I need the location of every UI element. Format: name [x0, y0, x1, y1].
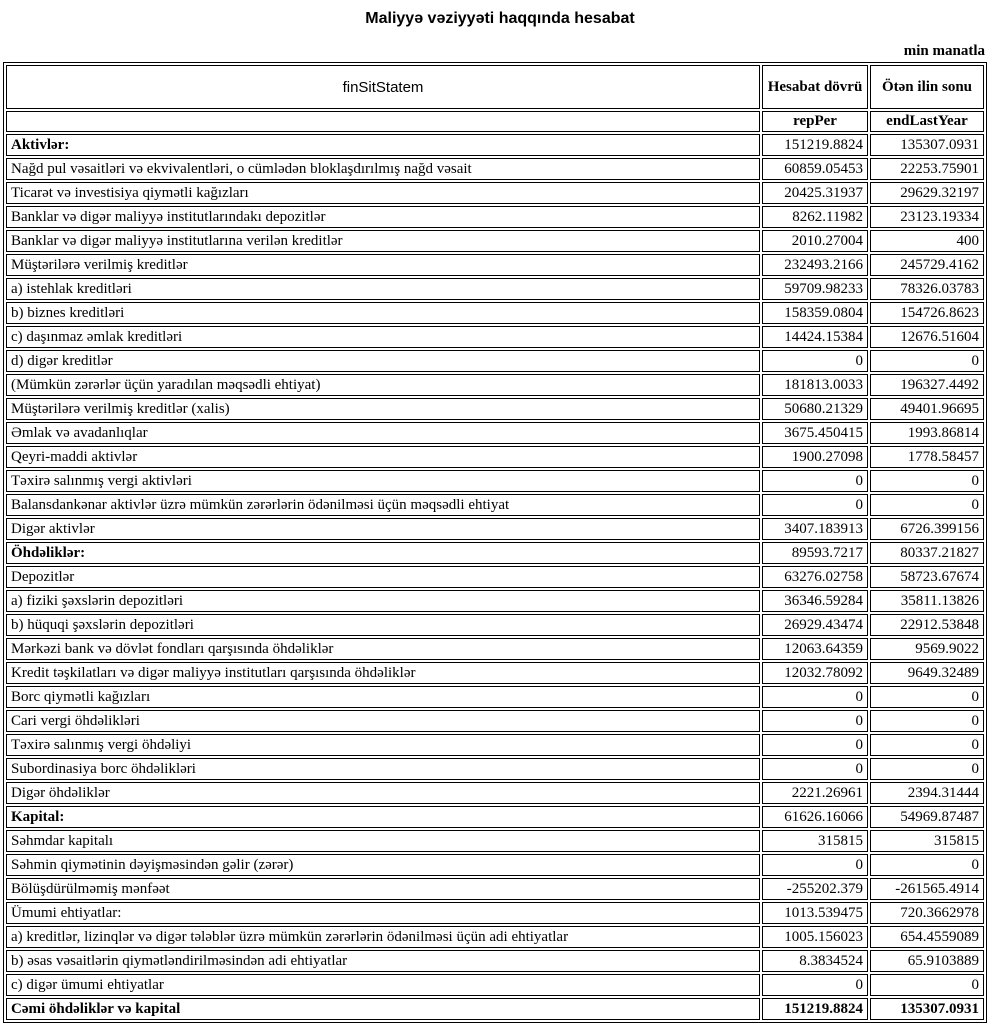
- rep-per-value: -255202.379: [762, 878, 868, 900]
- table-row: [6, 182, 984, 204]
- table-row: [6, 998, 984, 1020]
- row-label: b) əsas vəsaitlərin qiymətləndirilməsindən adi ehtiyatlar: [6, 950, 760, 972]
- rep-per-value: 1013.539475: [762, 902, 868, 924]
- end-last-year-value: 135307.0931: [870, 998, 984, 1020]
- rep-per-value: 36346.59284: [762, 590, 868, 612]
- row-label: Cəmi öhdəliklər və kapital: [6, 998, 760, 1020]
- end-last-year-value: 245729.4162: [870, 254, 984, 276]
- row-label: Bölüşdürülməmiş mənfəət: [6, 878, 760, 900]
- table-row: [6, 758, 984, 780]
- end-last-year-value: 720.3662978: [870, 902, 984, 924]
- rep-per-value: 61626.16066: [762, 806, 868, 828]
- rep-per-value: 0: [762, 734, 868, 756]
- row-label: (Mümkün zərərlər üçün yaradılan məqsədli ehtiyat): [6, 374, 760, 396]
- table-row: [6, 230, 984, 252]
- row-label: Borc qiymətli kağızları: [6, 686, 760, 708]
- table-row: [6, 374, 984, 396]
- rep-per-value: 12063.64359: [762, 638, 868, 660]
- column-header-finsitstatem: finSitStatem: [6, 65, 760, 109]
- table-row: [6, 686, 984, 708]
- rep-per-value: 20425.31937: [762, 182, 868, 204]
- rep-per-value: 1900.27098: [762, 446, 868, 468]
- end-last-year-value: 196327.4492: [870, 374, 984, 396]
- table-row: [6, 926, 984, 948]
- end-last-year-value: 0: [870, 710, 984, 732]
- row-label: Mərkəzi bank və dövlət fondları qarşısında öhdəliklər: [6, 638, 760, 660]
- end-last-year-value: 0: [870, 470, 984, 492]
- end-last-year-value: 65.9103889: [870, 950, 984, 972]
- end-last-year-value: 654.4559089: [870, 926, 984, 948]
- end-last-year-value: 49401.96695: [870, 398, 984, 420]
- row-label: Əmlak və avadanlıqlar: [6, 422, 760, 444]
- empty-header-cell: [6, 111, 760, 132]
- rep-per-value: 151219.8824: [762, 998, 868, 1020]
- row-label: Balansdankənar aktivlər üzrə mümkün zərərlərin ödənilməsi üçün məqsədli ehtiyat: [6, 494, 760, 516]
- row-label: a) istehlak kreditləri: [6, 278, 760, 300]
- table-row: [6, 950, 984, 972]
- row-label: Müştərilərə verilmiş kreditlər (xalis): [6, 398, 760, 420]
- end-last-year-value: 9649.32489: [870, 662, 984, 684]
- rep-per-value: 12032.78092: [762, 662, 868, 684]
- rep-per-value: 14424.15384: [762, 326, 868, 348]
- row-label: Digər aktivlər: [6, 518, 760, 540]
- row-label: c) daşınmaz əmlak kreditləri: [6, 326, 760, 348]
- end-last-year-value: 12676.51604: [870, 326, 984, 348]
- end-last-year-value: 2394.31444: [870, 782, 984, 804]
- table-row: [6, 278, 984, 300]
- table-row: [6, 638, 984, 660]
- rep-per-value: 89593.7217: [762, 542, 868, 564]
- rep-per-value: 0: [762, 494, 868, 516]
- end-last-year-value: 9569.9022: [870, 638, 984, 660]
- rep-per-value: 2221.26961: [762, 782, 868, 804]
- table-row: [6, 902, 984, 924]
- header-row-codes: [6, 111, 984, 132]
- rep-per-value: 60859.05453: [762, 158, 868, 180]
- table-row: [6, 254, 984, 276]
- end-last-year-value: 80337.21827: [870, 542, 984, 564]
- table-row: [6, 206, 984, 228]
- row-label: Aktivlər:: [6, 134, 760, 156]
- table-row: [6, 566, 984, 588]
- table-row: [6, 470, 984, 492]
- end-last-year-value: 0: [870, 686, 984, 708]
- rep-per-value: 59709.98233: [762, 278, 868, 300]
- rep-per-value: 0: [762, 686, 868, 708]
- column-header-reporting-period: Hesabat dövrü: [762, 65, 868, 109]
- table-row: [6, 326, 984, 348]
- table-row: [6, 350, 984, 372]
- end-last-year-value: 1778.58457: [870, 446, 984, 468]
- rep-per-value: 158359.0804: [762, 302, 868, 324]
- rep-per-value: 50680.21329: [762, 398, 868, 420]
- end-last-year-value: 78326.03783: [870, 278, 984, 300]
- table-row: [6, 734, 984, 756]
- end-last-year-value: 315815: [870, 830, 984, 852]
- row-label: Kapital:: [6, 806, 760, 828]
- row-label: Kredit təşkilatları və digər maliyyə institutları qarşısında öhdəliklər: [6, 662, 760, 684]
- table-row: [6, 398, 984, 420]
- unit-note: min manatla: [903, 43, 985, 59]
- end-last-year-value: 54969.87487: [870, 806, 984, 828]
- page-title: Maliyyə vəziyyəti haqqında hesabat: [365, 10, 635, 27]
- rep-per-value: 151219.8824: [762, 134, 868, 156]
- row-label: Səhmdar kapitalı: [6, 830, 760, 852]
- row-label: Nağd pul vəsaitləri və ekvivalentləri, o cümlədən bloklaşdırılmış nağd vəsait: [6, 158, 760, 180]
- end-last-year-value: 35811.13826: [870, 590, 984, 612]
- end-last-year-value: 135307.0931: [870, 134, 984, 156]
- rep-per-value: 26929.43474: [762, 614, 868, 636]
- row-label: Təxirə salınmış vergi öhdəliyi: [6, 734, 760, 756]
- column-header-end-of-last-year: Ötən ilin sonu: [870, 65, 984, 109]
- end-last-year-value: 0: [870, 734, 984, 756]
- table-header: [6, 65, 984, 132]
- rep-per-value: 315815: [762, 830, 868, 852]
- row-label: Banklar və digər maliyyə institutlarına verilən kreditlər: [6, 230, 760, 252]
- row-label: c) digər ümumi ehtiyatlar: [6, 974, 760, 996]
- table-body: [6, 134, 984, 1020]
- rep-per-value: 8.3834524: [762, 950, 868, 972]
- end-last-year-value: 22912.53848: [870, 614, 984, 636]
- table-row: [6, 782, 984, 804]
- end-last-year-value: 6726.399156: [870, 518, 984, 540]
- table-row: [6, 830, 984, 852]
- end-last-year-value: 29629.32197: [870, 182, 984, 204]
- table-row: [6, 494, 984, 516]
- row-label: Ticarət və investisiya qiymətli kağızları: [6, 182, 760, 204]
- row-label: Müştərilərə verilmiş kreditlər: [6, 254, 760, 276]
- rep-per-value: 2010.27004: [762, 230, 868, 252]
- row-label: Banklar və digər maliyyə institutlarındakı depozitlər: [6, 206, 760, 228]
- financial-statement-table: [3, 62, 987, 1023]
- end-last-year-value: 0: [870, 758, 984, 780]
- table-row: [6, 662, 984, 684]
- row-label: Digər öhdəliklər: [6, 782, 760, 804]
- table-row: [6, 806, 984, 828]
- table-row: [6, 446, 984, 468]
- row-label: b) hüquqi şəxslərin depozitləri: [6, 614, 760, 636]
- rep-per-value: 3675.450415: [762, 422, 868, 444]
- table-row: [6, 854, 984, 876]
- table-row: [6, 590, 984, 612]
- rep-per-value: 0: [762, 350, 868, 372]
- end-last-year-value: 23123.19334: [870, 206, 984, 228]
- rep-per-value: 0: [762, 710, 868, 732]
- table-row: [6, 518, 984, 540]
- row-label: Təxirə salınmış vergi aktivləri: [6, 470, 760, 492]
- rep-per-value: 232493.2166: [762, 254, 868, 276]
- row-label: a) fiziki şəxslərin depozitləri: [6, 590, 760, 612]
- rep-per-value: 181813.0033: [762, 374, 868, 396]
- end-last-year-value: 22253.75901: [870, 158, 984, 180]
- row-label: Subordinasiya borc öhdəlikləri: [6, 758, 760, 780]
- table-row: [6, 302, 984, 324]
- table-row: [6, 710, 984, 732]
- end-last-year-value: 0: [870, 974, 984, 996]
- row-label: Səhmin qiymətinin dəyişməsindən gəlir (zərər): [6, 854, 760, 876]
- row-label: Depozitlər: [6, 566, 760, 588]
- row-label: b) biznes kreditləri: [6, 302, 760, 324]
- end-last-year-value: 0: [870, 350, 984, 372]
- column-subheader-endlastyear: endLastYear: [870, 111, 984, 132]
- table-row: [6, 134, 984, 156]
- table-row: [6, 158, 984, 180]
- rep-per-value: 0: [762, 470, 868, 492]
- rep-per-value: 8262.11982: [762, 206, 868, 228]
- row-label: Qeyri-maddi aktivlər: [6, 446, 760, 468]
- row-label: Öhdəliklər:: [6, 542, 760, 564]
- end-last-year-value: 0: [870, 494, 984, 516]
- end-last-year-value: 0: [870, 854, 984, 876]
- table-row: [6, 542, 984, 564]
- column-subheader-repper: repPer: [762, 111, 868, 132]
- rep-per-value: 3407.183913: [762, 518, 868, 540]
- row-label: d) digər kreditlər: [6, 350, 760, 372]
- row-label: Cari vergi öhdəlikləri: [6, 710, 760, 732]
- table-row: [6, 878, 984, 900]
- end-last-year-value: 154726.8623: [870, 302, 984, 324]
- rep-per-value: 0: [762, 974, 868, 996]
- end-last-year-value: -261565.4914: [870, 878, 984, 900]
- rep-per-value: 0: [762, 854, 868, 876]
- end-last-year-value: 400: [870, 230, 984, 252]
- header-row-primary: [6, 65, 984, 109]
- table-row: [6, 614, 984, 636]
- rep-per-value: 1005.156023: [762, 926, 868, 948]
- rep-per-value: 63276.02758: [762, 566, 868, 588]
- rep-per-value: 0: [762, 758, 868, 780]
- end-last-year-value: 1993.86814: [870, 422, 984, 444]
- end-last-year-value: 58723.67674: [870, 566, 984, 588]
- row-label: a) kreditlər, lizinqlər və digər tələblər üzrə mümkün zərərlərin ödənilməsi üçün adi ehtiyatlar: [6, 926, 760, 948]
- table-row: [6, 974, 984, 996]
- table-row: [6, 422, 984, 444]
- row-label: Ümumi ehtiyatlar:: [6, 902, 760, 924]
